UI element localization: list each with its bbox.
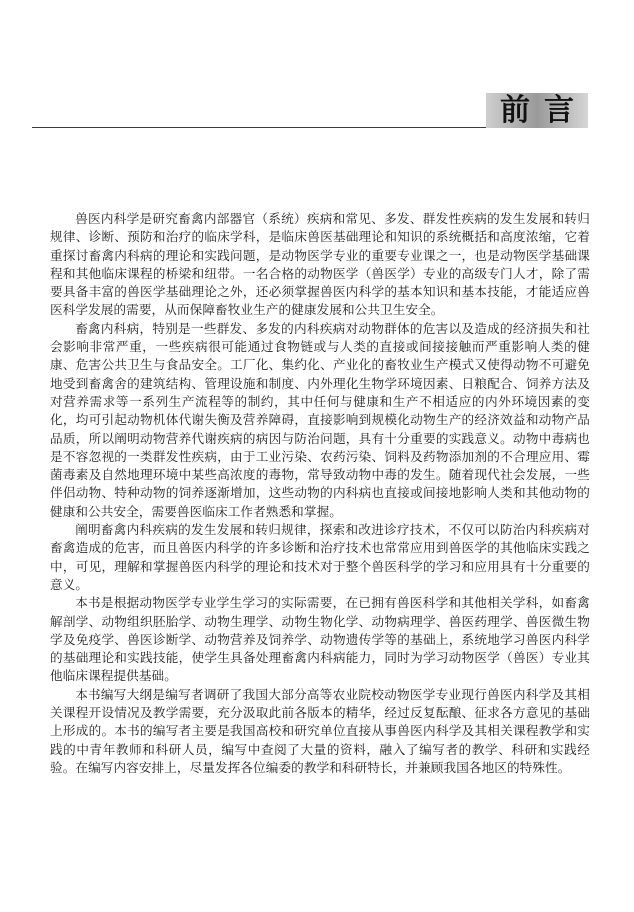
paragraph: 本书是根据动物医学专业学生学习的实际需要，在已拥有兽医科学和其他相关学科，如畜禽解剖学、动物组织胚胎学、动物生理学、动物生物化学、动物病理学、兽医药理学、兽医微生物学及免疫学、兽医诊断学、动物营养及饲养学、动物遗传学等的基础上，系统地学习兽医内科学的基础理论和实践技能，使学生具备处理畜禽内科病能力，同时为学习动物医学（兽医）专业其他临床课程提供基础。 bbox=[50, 595, 590, 684]
paragraph: 畜禽内科病，特别是一些群发、多发的内科疾病对动物群体的危害以及造成的经济损失和社会影响非常严重，一些疾病很可能通过食物链或与人类的直接或间接接触而严重影响人类的健康、危害公共卫生与食品安全。工厂化、集约化、产业化的畜牧业生产模式又使得动物不可避免地受到畜禽舍的建筑结构、管理设施和制度、内外理化生物学环境因素、日粮配合、饲养方法及对营养需求等一系列生产流程等的制约，其中任何与健康和生产不相适应的内外环境因素的变化，均可引起动物机体代谢失衡及营养障碍，直接影响到规模化动物生产的经济效益和动物产品品质，所以阐明动物营养代谢疾病的病因与防治问题，具有十分重要的实践意义。动物中毒病也是不容忽视的一类群发性疾病，由于工业污染、农药污染、饲料及药物添加剂的不合理应用、霉菌毒素及自然地理环境中某些高浓度的毒物，常导致动物中毒的发生。随着现代社会发展，一些伴侣动物、特种动物的饲养逐渐增加，这些动物的内科病也直接或间接地影响人类和其他动物的健康和公共安全，需要兽医临床工作者熟悉和掌握。 bbox=[50, 320, 590, 519]
body-text bbox=[50, 210, 590, 777]
page-title: 前言 bbox=[500, 92, 588, 128]
paragraph: 阐明畜禽内科疾病的发生发展和转归规律，探索和改进诊疗技术，不仅可以防治内科疾病对畜禽造成的危害，而且兽医内科学的许多诊断和治疗技术也常常应用到兽医学的其他临床实践之中，可见，理解和掌握兽医内科学的理论和技术对于整个兽医科学的学习和应用具有十分重要的意义。 bbox=[50, 522, 590, 592]
title-band bbox=[486, 93, 588, 128]
paragraph: 兽医内科学是研究畜禽内部器官（系统）疾病和常见、多发、群发性疾病的发生发展和转归规律、诊断、预防和治疗的临床学科，是临床兽医基础理论和知识的系统概括和高度浓缩，它着重探讨畜禽内科病的理论和实践问题，是动物医学专业的重要专业课之一，也是动物医学基础课程和其他临床课程的桥梁和纽带。一名合格的动物医学（兽医学）专业的高级专门人才，除了需要具备丰富的兽医学基础理论之外，还必须掌握兽医内科学的基本知识和基本技能，才能适应兽医科学发展的需要，从而保障畜牧业生产的健康发展和公共卫生安全。 bbox=[50, 211, 590, 318]
paragraph: 本书编写大纲是编写者调研了我国大部分高等农业院校动物医学专业现行兽医内科学及其相关课程开设情况及教学需要，充分汲取此前各版本的精华，经过反复酝酿、征求各方意见的基础上形成的。本书的编写者主要是我国高校和研究单位直接从事兽医内科学及其相关课程教学和实践的中青年教师和科研人员，编写中查阅了大量的资料，融入了编写者的教学、科研和实践经验。在编写内容安排上，尽量发挥各位编委的教学和科研特长，并兼顾我国各地区的特殊性。 bbox=[50, 686, 590, 775]
